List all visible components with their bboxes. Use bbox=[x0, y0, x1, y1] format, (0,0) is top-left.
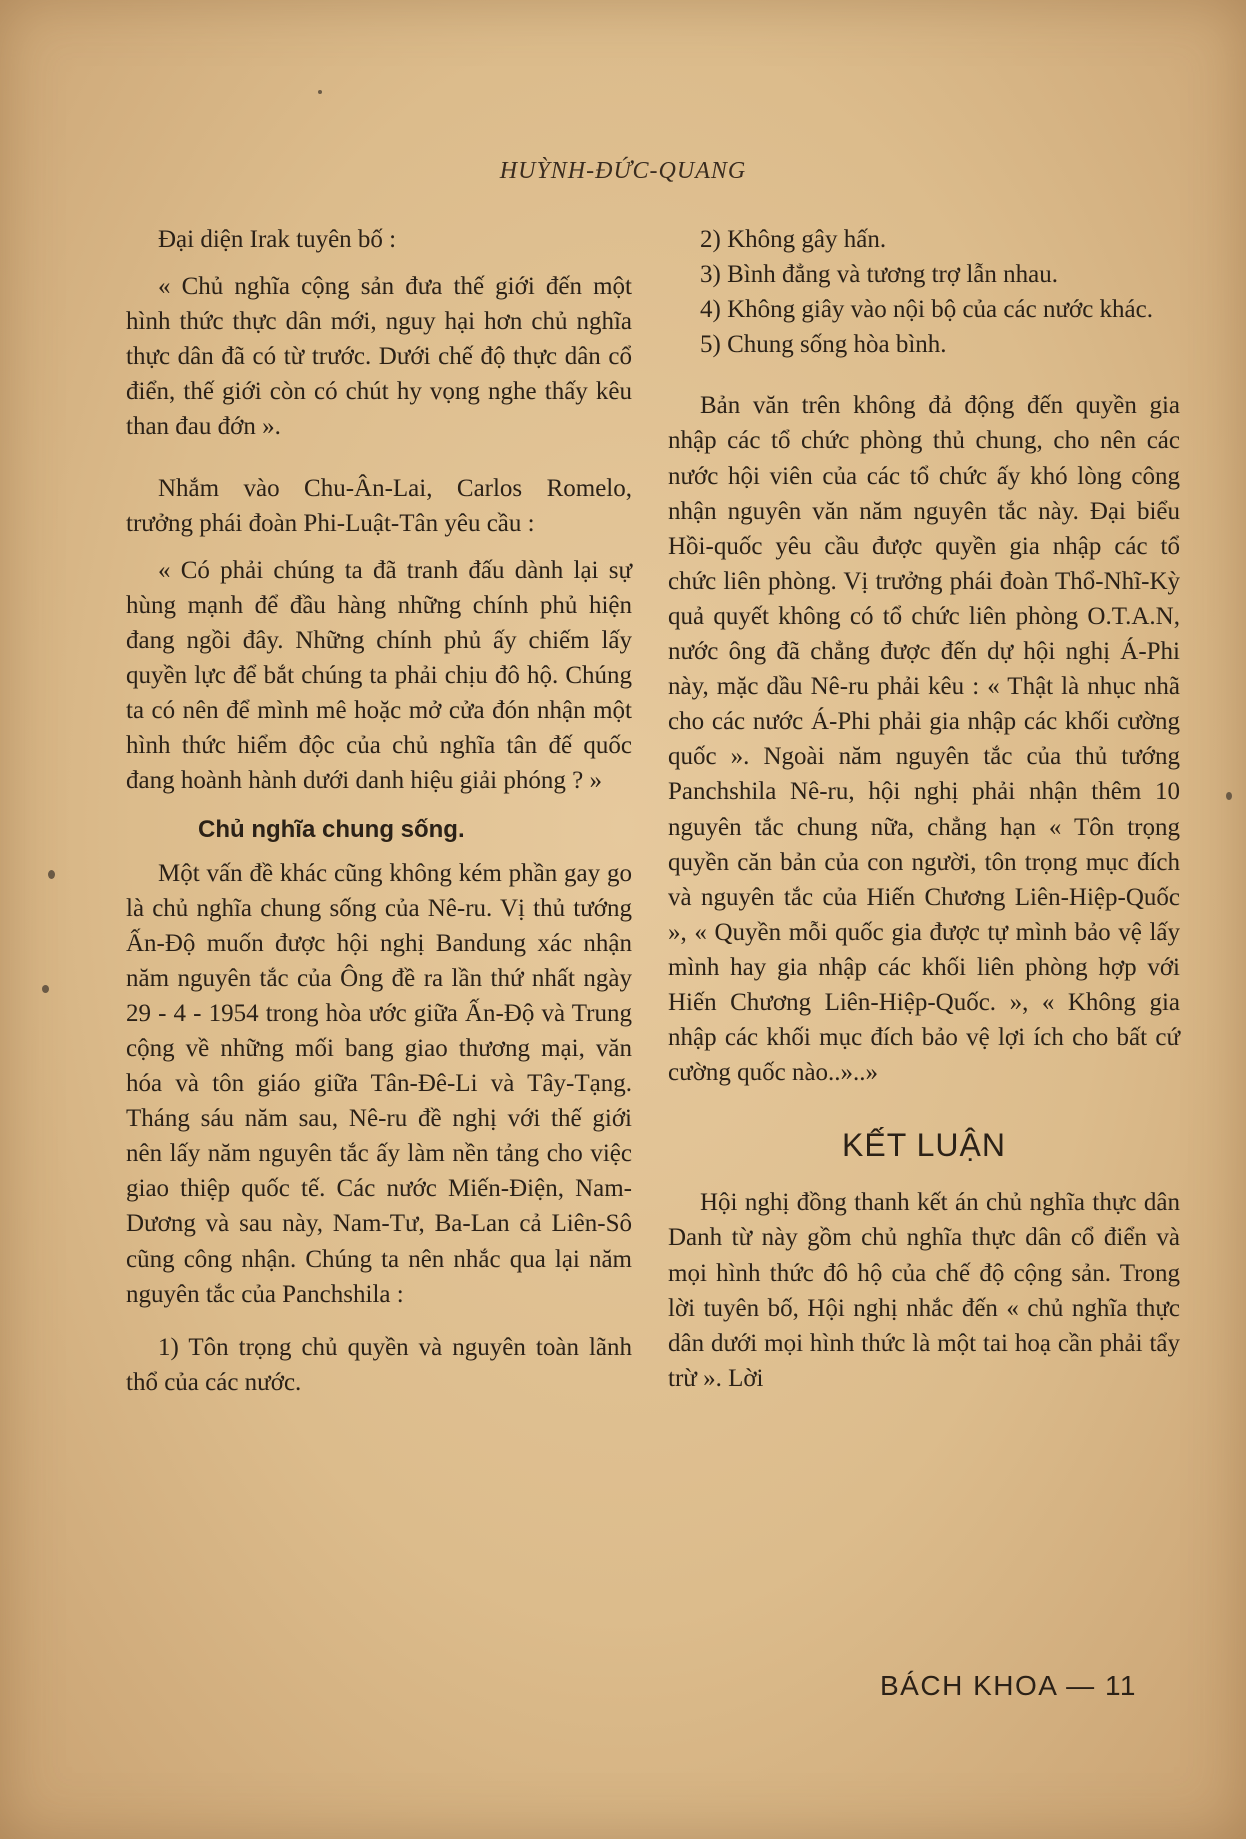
list-item: 5) Chung sống hòa bình. bbox=[700, 331, 947, 359]
list-item: 2) Không gây hấn. bbox=[700, 226, 887, 253]
paragraph: Đại diện Irak tuyên bố : bbox=[158, 226, 397, 253]
list-item: 1) Tôn trọng chủ quyền và nguyên toàn lãnh thổ của các nước. bbox=[126, 1333, 632, 1396]
paragraph: Nhắm vào Chu-Ân-Lai, Carlos Romelo, trưởng phái đoàn Phi-Luật-Tân yêu cầu : bbox=[126, 474, 632, 537]
running-header: HUỲNH-ĐỨC-QUANG bbox=[499, 158, 747, 184]
margin-ink-spot bbox=[42, 985, 49, 993]
paragraph: Hội nghị đồng thanh kết án chủ nghĩa thực dân Danh từ này gồm chủ nghĩa thực dân cổ điển và mọi hình thức đô hộ của chế độ cộng sản. Trong lời tuyên bố, Hội nghị nhắc đến « chủ nghĩa thực dân dưới mọi hình thức là một tai hoạ cần phải tẩy trừ ». Lời bbox=[668, 1189, 1180, 1392]
right-column bbox=[668, 222, 1180, 1396]
list-item: 3) Bình đẳng và tương trợ lẫn nhau. bbox=[700, 261, 1058, 289]
margin-ink-spot bbox=[318, 90, 322, 94]
paragraph: Một vấn đề khác cũng không kém phần gay go là chủ nghĩa chung sống của Nê-ru. Vị thủ tướng Ấn-Độ muốn được hội nghị Bandung xác nhận năm nguyên tắc của Ông đề ra lần thứ nhất ngày 29 - 4 - 1954 trong hòa ước giữa Ấn-Độ và Trung cộng về những mối bang giao thương mại, văn hóa và tôn giáo giữa Tân-Đê-Li và Tây-Tạng. Tháng sáu năm sau, Nê-ru đề nghị với thế giới nên lấy năm nguyên tắc ấy làm nền tảng cho việc giao thiệp quốc tế. Các nước Miến-Điện, Nam-Dương và sau này, Nam-Tư, Ba-Lan cả Liên-Sô cũng công nhận. Chúng ta nên nhắc qua lại năm nguyên tắc của Panchshila : bbox=[126, 859, 632, 1308]
left-column bbox=[126, 222, 632, 1400]
paragraph: Bản văn trên không đả động đến quyền gia nhập các tổ chức phòng thủ chung, cho nên các nước hội viên của các tổ chức ấy khó lòng công nhận nguyên văn năm nguyên tắc này. Đại biểu Hồi-quốc yêu cầu được quyền gia nhập các tổ chức liên phòng. Vị trưởng phái đoàn Thổ-Nhĩ-Kỳ quả quyết không có tổ chức liên phòng O.T.A.N, nước ông đã chẳng được đến dự hội nghị Á-Phi này, mặc dầu Nê-ru phải kêu : « Thật là nhục nhã cho các nước Á-Phi phải gia nhập các khối cường quốc ». Ngoài năm nguyên tắc của thủ tướng Panchshila Nê-ru, hội nghị phải nhận thêm 10 nguyên tắc chung nữa, chẳng hạn « Tôn trọng quyền căn bản của con người, tôn trọng mục đích và nguyên tắc của Hiến Chương Liên-Hiệp-Quốc », « Quyền mỗi quốc gia được tự mình bảo vệ lấy mình hay gia nhập các khối liên phòng hợp với Hiến Chương Liên-Hiệp-Quốc. », « Không gia nhập các khối mục đích bảo vệ lợi ích cho bất cứ cường quốc nào..»..» bbox=[668, 392, 1180, 1087]
quote-paragraph: « Có phải chúng ta đã tranh đấu dành lại sự hùng mạnh để đầu hàng những chính phủ hiện đang ngồi đây. Những chính phủ ấy chiếm lấy quyền lực để bắt chúng ta phải chịu đô hộ. Chúng ta có nên để mình mê hoặc mở cửa đón nhận một hình thức hiểm độc của chủ nghĩa tân đế quốc đang hoành hành dưới danh hiệu giải phóng ? » bbox=[126, 556, 632, 795]
quote-paragraph: « Chủ nghĩa cộng sản đưa thế giới đến một hình thức thực dân mới, nguy hại hơn chủ nghĩa thực dân đã có từ trước. Dưới chế độ thực dân cổ điển, thế giới còn có chút hy vọng nghe thấy kêu than đau đớn ». bbox=[126, 273, 632, 441]
margin-ink-spot bbox=[1226, 792, 1232, 800]
margin-ink-spot bbox=[48, 870, 55, 879]
list-item: 4) Không giây vào nội bộ của các nước khác. bbox=[700, 296, 1154, 324]
conclusion-heading: KẾT LUẬN bbox=[842, 1127, 1006, 1164]
page-footer: BÁCH KHOA — 11 bbox=[880, 1670, 1138, 1701]
section-heading: Chủ nghĩa chung sống. bbox=[198, 816, 465, 844]
